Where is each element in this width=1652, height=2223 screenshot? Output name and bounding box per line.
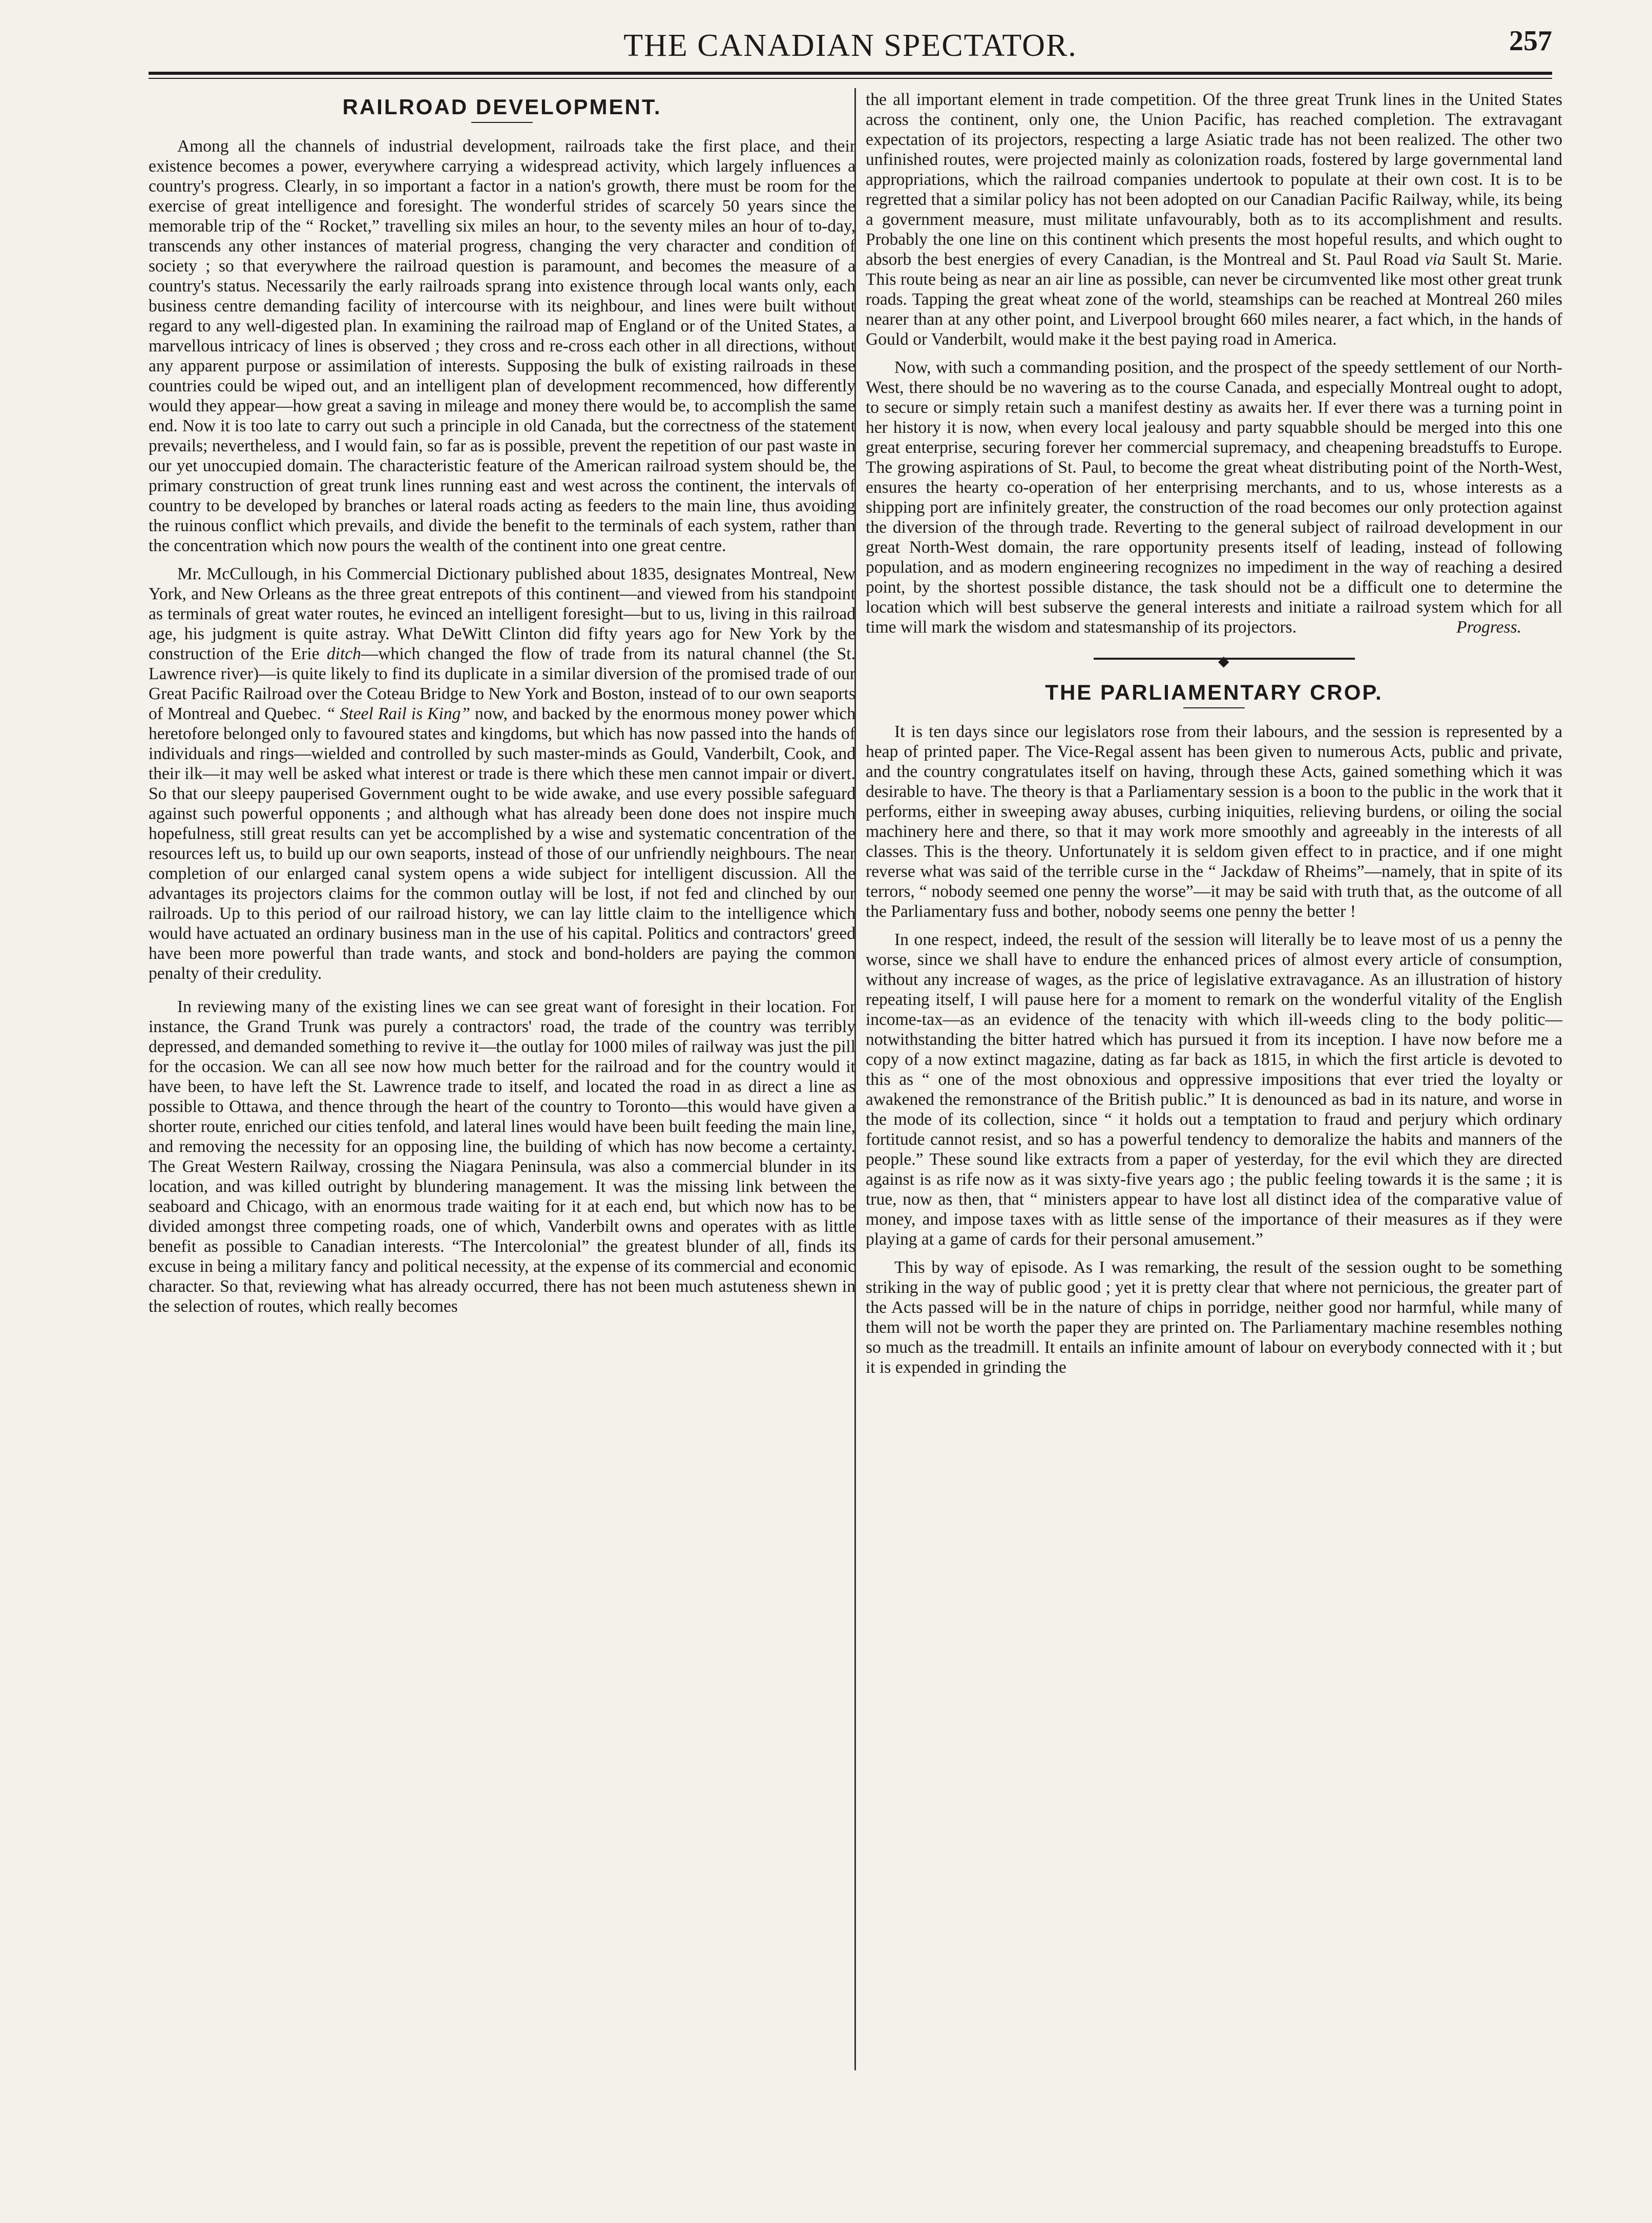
text-run: Now, with such a commanding position, and the prospect of the speedy settlement of our North-West, there should be no wavering as to the course Canada, and especially Montreal ought to adopt, to secure or simply retain such a manifest destiny as awaits her. If ever there was a turning point in her history it is now, when every local jealousy and party squabble should be merged into this one great enterprise, securing forever her commercial supremacy, and cheapening breadstuffs to Europe. The growing aspirations of St. Paul, to become the great wheat distributing point of the North-West, ensures the hearty co-operation of her enterprising merchants, and to us, whose interests as a shipping port are infinitely greater, the construction of the road becomes our only protection against the diversion of the through trade. Reverting to the general subject of railroad development in our great North-West domain, the rare opportunity presents itself of leading, instead of following population, and as modern engineering recognizes no impediment in the way of reaching a desired point, by the shortest possible distance, the task should not be a difficult one to determine the location which will best subserve the general interests and initiate a railroad system which for all time will mark the wisdom and statesmanship of its projectors. bbox=[866, 358, 1562, 637]
masthead: THE CANADIAN SPECTATOR. bbox=[623, 28, 1077, 63]
text-run: the all important element in trade competition. Of the three great Trunk lines in the United States across the continent, only one, the Union Pacific, has reached completion. The extravagant expectation of its projectors, respecting a large Asiatic trade has not been realized. The other two unfinished routes, were projected mainly as colonization roads, fostered by large governmental land appropriations, which the railroad companies undertook to populate at their own cost. It is to be regretted that a similar policy has not been adopted on our Canadian Pacific Railway, while, its being a government measure, must militate unfavourably, both as to its accomplishment and results. Probably the one line on this continent which presents the most hopeful results, and which ought to absorb the best energies of every Canadian, is the Montreal and St. Paul Road bbox=[866, 90, 1562, 269]
paragraph: In one respect, indeed, the result of the session will literally be to leave most of us a penny the worse, since we shall have to endure the enhanced prices of almost every article of consumption, without any increase of wages, as the price of legislative extravagance. As an illustration of history repeating itself, I will pause here for a moment to remark on the wonderful vitality of the English income-tax—as an evidence of the tenacity with which ill-weeds cling to the body politic—notwithstanding the bitter hatred which has pursued it from its inception. I have now before me a copy of a now extinct magazine, dating as far back as 1815, in which the first article is devoted to this as “ one of the most obnoxious and oppressive impositions that ever tried the loyalty or awakened the remonstrance of the British public.” It is denounced as bad in its nature, and worse in the mode of its collection, since “ it holds out a temptation to fraud and perjury which ordinary fortitude cannot resist, and so has a powerful tendency to demoralize the habits and manners of the people.” These sound like extracts from a paper of yesterday, for the evil which they are directed against is as rife now as it was sixty-five years ago ; the public feeling towards it is the same ; it is true, now as then, that “ ministers appear to have lost all distinct idea of the comparative value of money, and impose taxes with as little sense of the importance of their measures as if they were playing at a game of cards for their personal amusement.” bbox=[866, 930, 1562, 1249]
title-rule bbox=[1183, 707, 1245, 708]
paragraph: It is ten days since our legislators rose from their labours, and the session is represented by a heap of printed paper. The Vice-Regal assent has been given to numerous Acts, public and private, and the country congratulates itself on having, through these Acts, gained something which it was desirable to have. The theory is that a Parliamentary session is a boon to the public in the work that it performs, either in sweeping away abuses, curbing iniquities, relieving burdens, or oiling the social machinery here and there, so that it may work more smoothly and agreeably in the interests of all classes. This is the theory. Unfortunately it is seldom given effect to in practice, and if one might reverse what was said of the terrible curse in the “ Jackdaw of Rheims”—namely, that in spite of its terrors, “ nobody seemed one penny the worse”—it may be said with truth that, as the outcome of all the Parliamentary fuss and bother, nobody seems one penny the better ! bbox=[866, 722, 1562, 921]
left-column bbox=[149, 90, 855, 1325]
text-run: now, and backed by the enormous money power which heretofore belonged only to favoured states and kingdoms, but which has now passed into the hands of individuals and rings—wielded and controlled by such master-minds as Gould, Vanderbilt, Cook, and their ilk—it may well be asked what interest or trade is there which these men cannot impair or divert. So that our sleepy pauperised Government ought to be wide awake, and use every possible safeguard against such powerful opponents ; and although what has already been done does not inspire much hopefulness, still great results can yet be accomplished by a wise and systematic concentration of the resources left us, to build up our own seaports, instead of those of our unfriendly neighbours. The near completion of our enlarged canal system opens a wide subject for intelligent discussion. All the advantages its projectors claims for the common outlay will be lost, if not fed and clinched by our railroads. Up to this period of our railroad history, we can lay little claim to the intelligence which would have actuated an ordinary business man in the use of his capital. Politics and contractors' greed have been more powerful than trade wants, and stock and bond-holders are paying the common penalty of their credulity. bbox=[149, 704, 855, 983]
article-title-parliamentary: THE PARLIAMENTARY CROP. bbox=[1045, 680, 1383, 704]
italic-run: via bbox=[1425, 250, 1446, 269]
article-title-railroad: RAILROAD DEVELOPMENT. bbox=[342, 95, 662, 119]
separator-ornament: ◆ bbox=[1218, 654, 1229, 669]
paragraph-continued bbox=[866, 90, 1562, 349]
right-column bbox=[866, 90, 1562, 1386]
article-separator bbox=[866, 652, 1562, 667]
paragraph bbox=[866, 358, 1562, 637]
paragraph bbox=[149, 564, 855, 983]
title-rule bbox=[471, 122, 533, 123]
header-rule-thin bbox=[149, 78, 1552, 79]
text-run: Mr. McCullough, in his Commercial Dictionary published about 1835, designates Montreal, New York, and New Orleans as the three great entrepots of this continent—and viewed from his standpoint as terminals of great water routes, he evinced an intelligent foresight—but to us, living in this railroad age, his judgment is quite astray. What DeWitt Clinton did fifty years ago for New York by the construction of the Erie bbox=[149, 564, 855, 663]
italic-run: ditch bbox=[326, 644, 361, 663]
signoff: Progress. bbox=[1456, 618, 1521, 637]
paragraph: Among all the channels of industrial development, railroads take the first place, and their existence becomes a power, everywhere carrying a widespread activity, which largely influences a country's progress. Clearly, in so important a factor in a nation's growth, there must be room for the exercise of great intelligence and foresight. The wonderful strides of scarcely 50 years since the memorable trip of the “ Rocket,” travelling six miles an hour, to the seventy miles an hour of to-day, transcends any other instances of material progress, changing the very character and condition of society ; so that everywhere the railroad question is paramount, and becomes the measure of a country's status. Necessarily the early railroads sprang into existence through local wants only, each business centre demanding facility of intercourse with its neighbour, and lines were built without regard to any well-digested plan. In examining the railroad map of England or of the United States, a marvellous intricacy of lines is observed ; they cross and re-cross each other in all directions, without any apparent purpose or assimilation of interests. Supposing the bulk of existing railroads in these countries could be wiped out, and an intelligent plan of development recommenced, how differently would they appear—how great a saving in mileage and money there would be, to accomplish the same end. Now it is too late to carry out such a principle in old Canada, but the correctness of the statement prevails; nevertheless, and I would fain, so far as is possible, prevent the repetition of our past waste in our yet unoccupied domain. The characteristic feature of the American railroad system should be, the primary construction of great trunk lines running east and west across the continent, the intervals of country to be developed by branches or lateral roads acting as feeders to the main line, thus avoiding the ruinous conflict which prevails, and divide the benefit to the terminals of each system, rather than the concentration which now pours the wealth of the continent into one great centre. bbox=[149, 137, 855, 555]
header-rule bbox=[149, 72, 1552, 75]
paragraph: This by way of episode. As I was remarking, the result of the session ought to be something striking in the way of public good ; yet it is pretty clear that where not pernicious, the greater part of the Acts passed will be in the nature of chips in porridge, neither good nor harmful, while many of them will not be worth the paper they are printed on. The Parliamentary machine resembles nothing so much as the treadmill. It entails an infinite amount of labour on everybody connected with it ; but it is expended in grinding the bbox=[866, 1258, 1562, 1377]
text-run: —which changed the flow of trade from its natural channel (the St. Lawrence river)—is quite likely to find its duplicate in a similar diversion of the promised trade of our Great Pacific Railroad over the Coteau Bridge to New York and Boston, instead of to our own seaports of Montreal and Quebec. bbox=[149, 644, 855, 723]
italic-run: “ Steel Rail is King” bbox=[326, 704, 470, 723]
paragraph: In reviewing many of the existing lines we can see great want of foresight in their location. For instance, the Grand Trunk was purely a contractors' road, the trade of the country was terribly depressed, and demanded something to revive it—the outlay for 1000 miles of railway was just the pill for the occasion. We can all see now how much better for the railroad and for the country would it have been, to have left the St. Lawrence trade to itself, and located the road in as direct a line as possible to Ottawa, and thence through the heart of the country to Toronto—this would have given a shorter route, enriched our cities tenfold, and lateral lines would have been built feeding the main line, and removing the necessity for an opposing line, the building of which has now become a certainty. The Great Western Railway, crossing the Niagara Peninsula, was also a commercial blunder in its location, and was killed outright by blundering management. It was the missing link between the seaboard and Chicago, with an enormous trade waiting for it at each end, but which now has to be divided amongst three competing roads, one of which, Vanderbilt owns and operates with as little benefit as possible to Canadian interests. “The Intercolonial” the greatest blunder of all, finds its excuse in being a military fancy and political necessity, at the expense of its commercial and economic character. So that, reviewing what has already occurred, there has not been much astuteness shewn in the selection of routes, which really becomes bbox=[149, 997, 855, 1316]
page-number: 257 bbox=[1509, 25, 1552, 57]
page-header bbox=[149, 25, 1552, 66]
text-run: Sault St. Marie. This route being as near an air line as possible, can never be circumvented like most other great trunk roads. Tapping the great wheat zone of the world, steamships can be reached at Montreal 260 miles nearer than at any other point, and Liverpool brought 660 miles nearer, a fact which, in the hands of Gould or Vanderbilt, would make it the best paying road in America. bbox=[866, 250, 1563, 349]
